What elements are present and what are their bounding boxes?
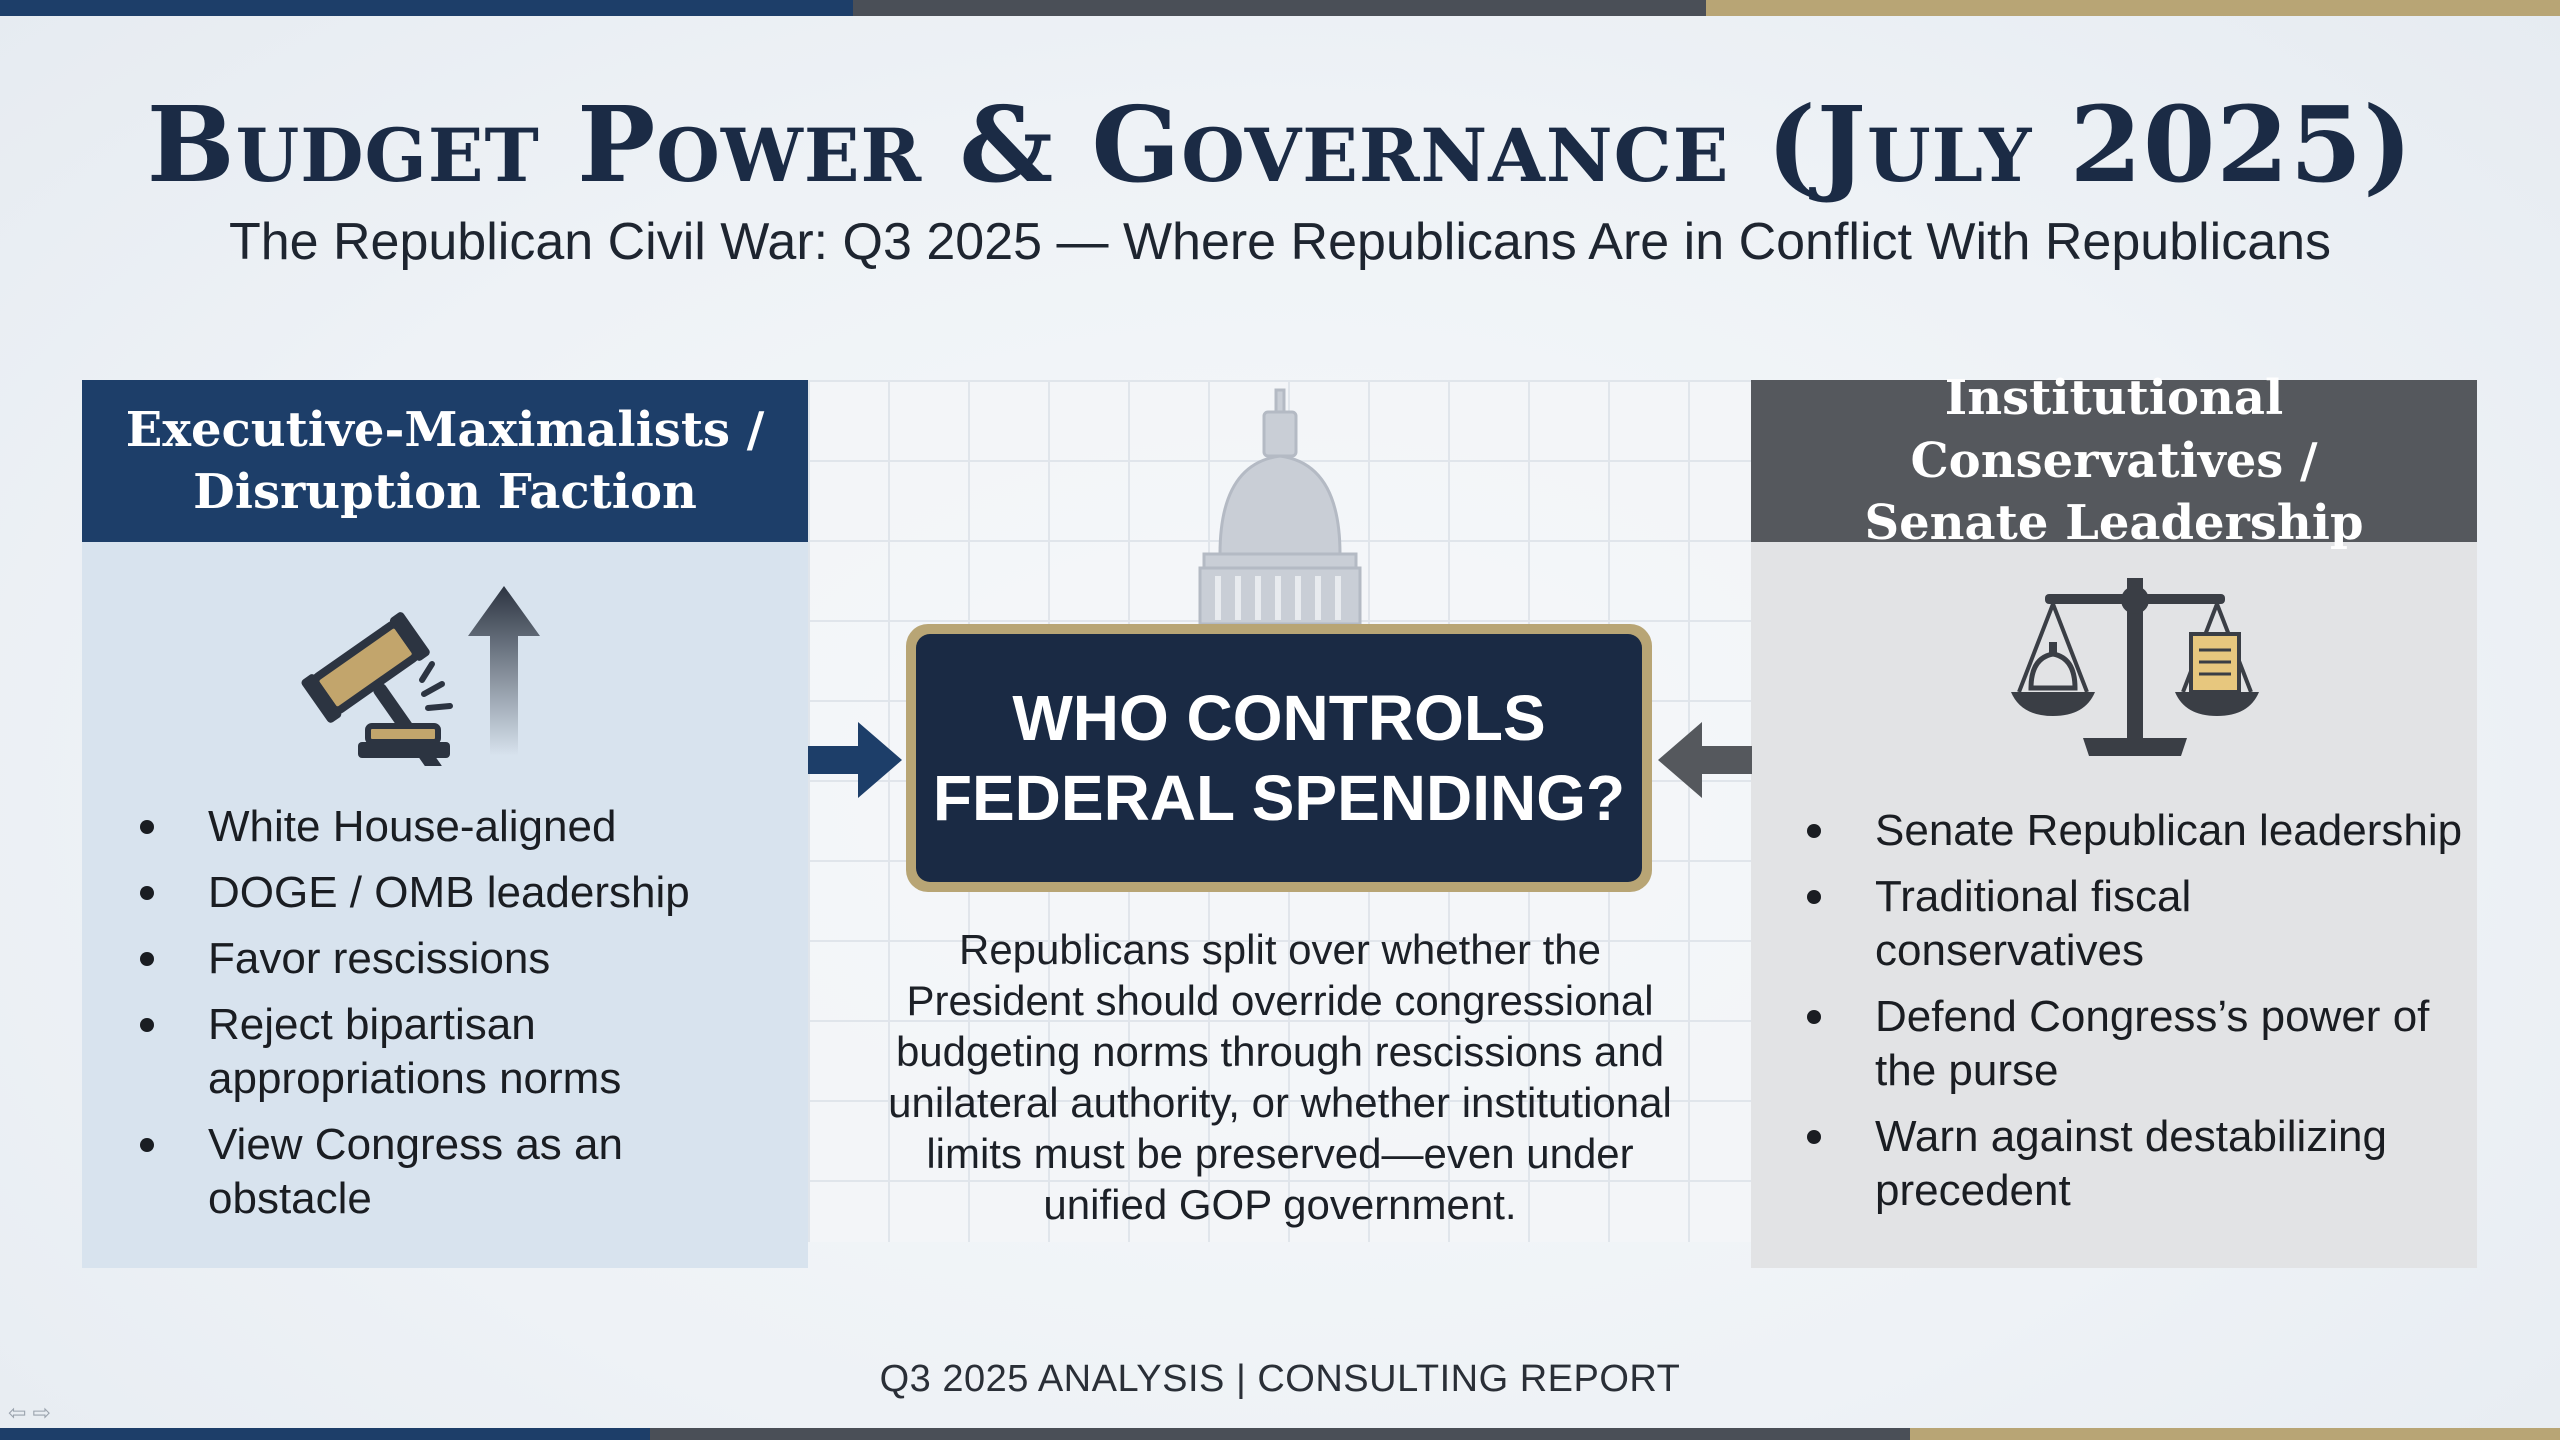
scales-of-justice-icon xyxy=(2005,564,2265,764)
list-item: View Congress as an obstacle xyxy=(140,1118,780,1226)
slide-nav-arrows[interactable]: ⇦ ⇨ xyxy=(8,1400,51,1425)
list-item: Senate Republican leadership xyxy=(1807,804,2467,858)
gavel-with-up-arrow-icon xyxy=(272,576,572,766)
list-item: Defend Congress’s power of the purse xyxy=(1807,990,2467,1098)
arrow-right-icon xyxy=(808,722,904,798)
right-faction-panel xyxy=(1751,370,2477,1268)
left-faction-panel xyxy=(82,380,808,1268)
arrow-left-icon xyxy=(1656,722,1752,798)
right-panel-heading: Institutional Conservatives / Senate Leadership xyxy=(1751,380,2477,542)
central-question: WHO CONTROLS FEDERAL SPENDING? xyxy=(916,634,1642,882)
list-item: Traditional fiscal conservatives xyxy=(1807,870,2467,978)
list-item: DOGE / OMB leadership xyxy=(140,866,780,920)
page-subtitle: The Republican Civil War: Q3 2025 — Where Republicans Are in Conflict With Republicans xyxy=(228,213,2332,271)
bottom-accent-bar xyxy=(0,1428,2560,1440)
list-item: Favor rescissions xyxy=(140,932,780,986)
list-item: Warn against destabilizing precedent xyxy=(1807,1110,2467,1218)
central-description: Republicans split over whether the President should override congressional budgeting norms through rescissions and unilateral authority, or whether institutional limits must be preserved—even under unified GOP government. xyxy=(888,926,1672,1228)
capitol-dome-icon xyxy=(1180,384,1380,624)
left-bullet-list xyxy=(140,800,780,1238)
page-title: Budget Power & Governance (July 2025) xyxy=(146,83,2414,206)
top-accent-bar xyxy=(0,0,2560,16)
left-panel-heading: Executive-Maximalists / Disruption Faction xyxy=(82,380,808,542)
list-item: White House-aligned xyxy=(140,800,780,854)
footer-text: Q3 2025 ANALYSIS | CONSULTING REPORT xyxy=(879,1358,1681,1400)
list-item: Reject bipartisan appropriations norms xyxy=(140,998,780,1106)
right-bullet-list xyxy=(1807,804,2467,1230)
central-question-box xyxy=(906,624,1652,892)
